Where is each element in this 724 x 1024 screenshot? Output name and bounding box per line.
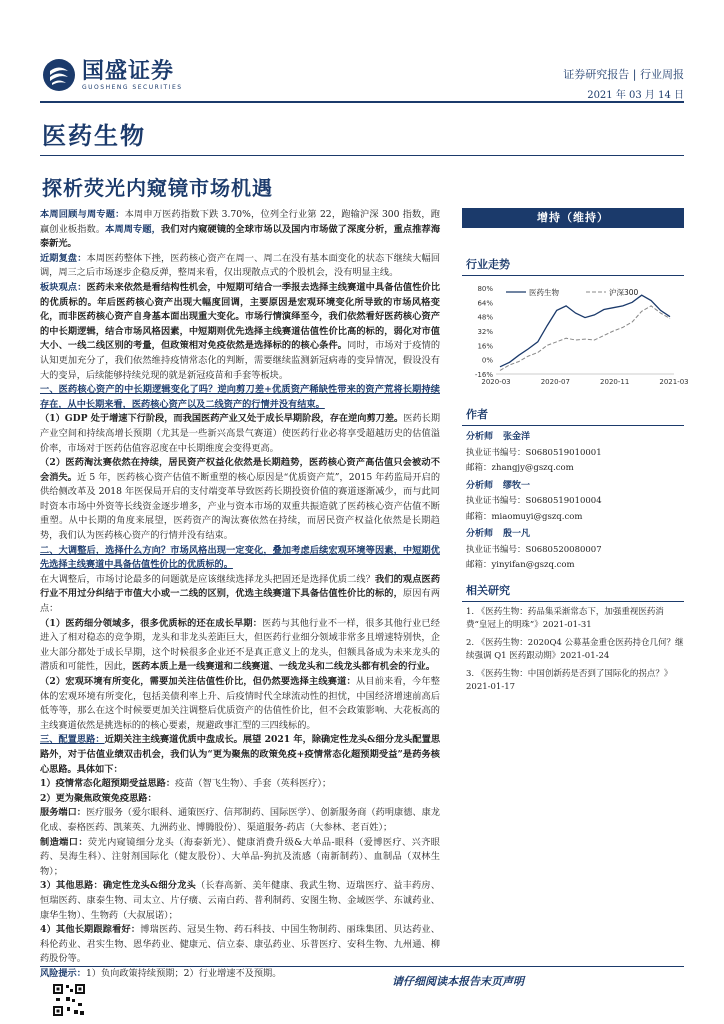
- y-tick-label: 16%: [477, 342, 493, 351]
- analyst-role: 分析师: [466, 529, 494, 539]
- x-tick-label: 2020-07: [540, 378, 570, 386]
- analyst-name: 殷一凡: [503, 529, 531, 539]
- list-item-1: 1）疫情常态化超预期受益思路：疫苗（智飞生物）、手套（英科医疗）；: [40, 778, 332, 790]
- brand-logo: [42, 58, 183, 92]
- analyst-name: 张金洋: [503, 432, 531, 442]
- y-tick-label: 64%: [477, 299, 493, 308]
- x-tick-label: 2020-03: [481, 378, 511, 386]
- footer-disclaimer: 请仔细阅读本报告末页声明: [392, 975, 524, 988]
- sidebar: [462, 208, 689, 695]
- analyst-heading: 作者: [462, 404, 684, 426]
- sector-name: 医药生物: [42, 121, 146, 150]
- section-2-heading: 二、大调整后，选择什么方向？市场风格出现一定变化，叠加考虑后续宏观环境等因素，中短期优先选择主线赛道中具备估值性价比的优质标的。: [40, 544, 440, 571]
- report-title: 探析荧光内窥镜市场机遇: [42, 176, 273, 200]
- legend-label: 沪深300: [609, 288, 639, 297]
- trend-chart-svg: [462, 282, 689, 392]
- list-item-3: 3）其他思路：确定性龙头&细分龙头（长春高新、美年健康、我武生物、迈瑞医疗、益丰药房、恒瑞医药、康泰生物、司太立、片仔癀、云南白药、普利制药、安图生物、金域医学、东诚药业、康华生物）、生物药（大叔展诺）；: [40, 880, 441, 921]
- analyst-email[interactable]: 邮箱：yinyifan@gszq.com: [466, 560, 575, 570]
- analyst-cert: 执业证书编号：S0680519010004: [466, 496, 602, 506]
- section-1-heading: 一、医药核心资产的中长期逻辑变化了吗？逆向剪刀差+优质资产稀缺性带来的资产荒将长期持续存在，从中长期来看，医药核心资产以及二线资产的行情并没有结束。: [40, 384, 440, 410]
- weekly-review: 本周回顾与周专题：本周申万医药指数下跌 3.70%，位列全行业第 22，跑输沪深 300 指数，跑赢创业板指数。本周周专题，我们对内窥硬镜的全球市场以及国内市场做了深度分析，重点推荐海泰新光。: [40, 209, 441, 250]
- analyst-list: [462, 431, 684, 572]
- analyst-name: 缪牧一: [503, 480, 531, 491]
- list-item-2a: 服务端口：医疗服务（爱尔眼科、通策医疗、信邦制药、国际医学）、创新服务商（药明康德、康龙化成、泰格医药、凯莱英、九洲药业、博腾股份）、渠道服务-药店（大参林、老百姓）；: [40, 807, 440, 833]
- section-2-point-2: （2）宏观环境有所变化，需要加关注估值性价比，但仍然要选择主线赛道：从目前来看，今年整体的宏观环境有所变化，包括美债利率上升、后疫情时代全球流动性的担忧，中国经济增速前高后低等等，那么在这个时候要更加关注调整后优质资产的估值性价比，但不会政策影响、大花板高的主线赛道依然是挑选标的的核心要素，规避政事汇型的三四线标的。: [40, 676, 440, 731]
- y-tick-label: 80%: [477, 285, 493, 293]
- y-tick-label: 0%: [481, 356, 493, 365]
- recent-review: 近期复盘：本周医药整体下挫，医药核心资产在周一、周二在没有基本面变化的状态下继续大幅回调，周三之后市场逐步企稳反弹，整周来看，仅出现散点式的个股机会，没有明显主线。: [40, 252, 441, 279]
- related-report-link[interactable]: 2. 《医药生物：2020Q4 公募基金重仓医药持仓几何？继续强调 Q1 医药跟动期》2021-01-24: [466, 637, 684, 661]
- risk-warning: 风险提示：1）负向政策持续预期；2）行业增速不及预期。: [40, 967, 282, 979]
- analyst-email[interactable]: 邮箱：miaomuyi@gszq.com: [466, 511, 583, 522]
- series-line-csi300: [500, 306, 670, 371]
- y-tick-label: 32%: [477, 328, 493, 336]
- analyst-row: [462, 431, 684, 444]
- related-list: [462, 606, 684, 695]
- y-tick-label: -16%: [474, 371, 493, 379]
- rating-badge: 增持（维持）: [462, 208, 684, 228]
- legend-label: 医药生物: [529, 288, 559, 297]
- list-item-4: 4）其他长期跟踪看好：博瑞医药、冠昊生物、药石科技、中国生物制药、丽珠集团、贝达药业、科伦药业、君实生物、恩华药业、健康元、信立泰、康弘药业、乐普医疗、安科生物、九州通、柳药股份等。: [40, 924, 440, 965]
- guosheng-logo-icon: [42, 58, 76, 92]
- brand-name-en: GUOSHENG SECURITIES: [82, 83, 183, 91]
- analyst-role: 分析师: [466, 480, 494, 491]
- qr-code-icon: [52, 983, 86, 1017]
- section-2-point-1: （1）医药细分领域多，很多优质标的还在成长早期：医药与其他行业不一样，很多其他行业已经进入了相对稳态的竞争期，龙头和非龙头差距巨大，但医药行业细分领域非常多且增速特别快，企业大部分都处于成长早期，这个时候很多企业还不是真正意义上的龙头，但额具备成为未来龙头的潜质和可能性，因此，医药本质上是一线赛道和二线赛道、一线龙头和二线龙头都有机会的行业。: [40, 617, 440, 673]
- analyst-cert: 执业证书编号：S0680520080007: [466, 544, 602, 555]
- report-type: 证券研究报告 | 行业周报: [563, 68, 684, 81]
- analyst-cert: 执业证书编号：S0680519010001: [466, 447, 602, 458]
- footer-divider: [40, 966, 684, 967]
- series-line-pharma: [500, 295, 670, 367]
- section-2-intro: 在大调整后，市场讨论最多的问题就是应该继续选择龙头把固还是选择优质二线？我们的观点医药行业不用过分纠结于市值大小或一二线的区别，优选主线赛道下具备估值性价比的标的，原因有两点：: [40, 573, 441, 615]
- sector-divider: [40, 155, 684, 156]
- report-date: 2021 年 03 月 14 日: [587, 90, 684, 101]
- section-1-point-2: （2）医药淘汰赛依然在持续，居民资产权益化依然是长期趋势，医药核心资产高估值只会被动不会消失。近 5 年，医药核心资产估值不断重塑的核心原因是“优质资产荒”，2015 年药监局开启的供给侧改革及 2018 年医保局开启的支付端变革导致医药长期投资价值的赛道逐渐减少，而与此同时资本市场中外资等长线资金逐步增多，产业与资本市场的双重共振造就了医药核心资产估值不断重塑。从中长期的角度来展望，医药资产的淘汰赛依然在持续，而居民资产权益化依然是长期趋势，我们认为医药核心资产的行情并没有结束。: [40, 457, 441, 542]
- analyst-role: 分析师: [466, 432, 494, 442]
- related-heading: 相关研究: [462, 580, 684, 602]
- analyst-email[interactable]: 邮箱：zhangjy@gszq.com: [466, 463, 574, 473]
- x-tick-label: 2021-03: [659, 378, 689, 386]
- trend-chart: [462, 282, 689, 392]
- list-item-2: 2）更为聚焦政策免疫思路：: [40, 792, 157, 804]
- main-body: [40, 208, 440, 981]
- section-1-point-1: （1）GDP 处于增速下行阶段，而我国医药产业又处于成长早期阶段，存在逆向剪刀差。医药长期产业空间和持续高增长预期（尤其是一些新兴高景气赛道）使医药行业必将享受超越历史的估值溢价率，市场对于医药估值容忍度在中长期维度会变得更高。: [40, 413, 441, 454]
- section-3-heading: 三、配置思路：近期关注主线赛道优质中盘成长。展望 2021 年，除确定性龙头&细分龙头配置思路外，对于估值业绩双击机会，我们认为“更为聚焦的政策免疫+疫情常态化超预期受益”是药务核心思路。具体如下：: [40, 734, 441, 775]
- header-divider: [40, 101, 684, 103]
- related-report-link[interactable]: 3. 《医药生物：中国创新药是否到了国际化的拐点？》2021-01-17: [466, 668, 673, 692]
- x-tick-label: 2020-11: [600, 378, 630, 386]
- analyst-row: [462, 528, 684, 541]
- analyst-row: [462, 480, 684, 493]
- list-item-2b: 制造端口：荧光内窥镜细分龙头（海泰新光）、健康消费升级&大单品-眼科（爱博医疗、兴齐眼药、昊海生科）、注射剂国际化（健友股份）、大单品-狗抗及流感（南新制药）、血制品（双林生物）；: [40, 836, 440, 877]
- related-report-link[interactable]: 1. 《医药生物：药品集采渐常态下，加强重视医药消费“皇冠上的明珠”》2021-01-31: [466, 606, 664, 630]
- trend-heading: 行业走势: [462, 254, 684, 276]
- sector-view: 板块观点：医药未来依然是看结构性机会，中短期可结合一季报去选择主线赛道中具备估值性价比的优质标的。年后医药核心资产出现大幅度回调，主要原因是宏观环境变化所导致的市场风格变化，而非医药核心资产自身基本面出现重大变化。市场行情演绎至今，我们依然看好医药核心资产的中长期逻辑，结合市场风格因素，中短期则优先选择主线赛道估值性价比高的标的，弱化对市值大小、一线二线区别的考量，但政策相对免疫依然是选择标的的核心条件。同时，市场对于疫情的认知更加充分了，我们依然维持疫情常态化的判断，需要继续监测新冠病毒的变异情况，假设没有大的变异，后续能够持续兑现的就是新冠疫苗和手套等板块。: [40, 281, 441, 381]
- brand-name: 国盛证券: [82, 58, 175, 84]
- y-tick-label: 48%: [477, 313, 493, 322]
